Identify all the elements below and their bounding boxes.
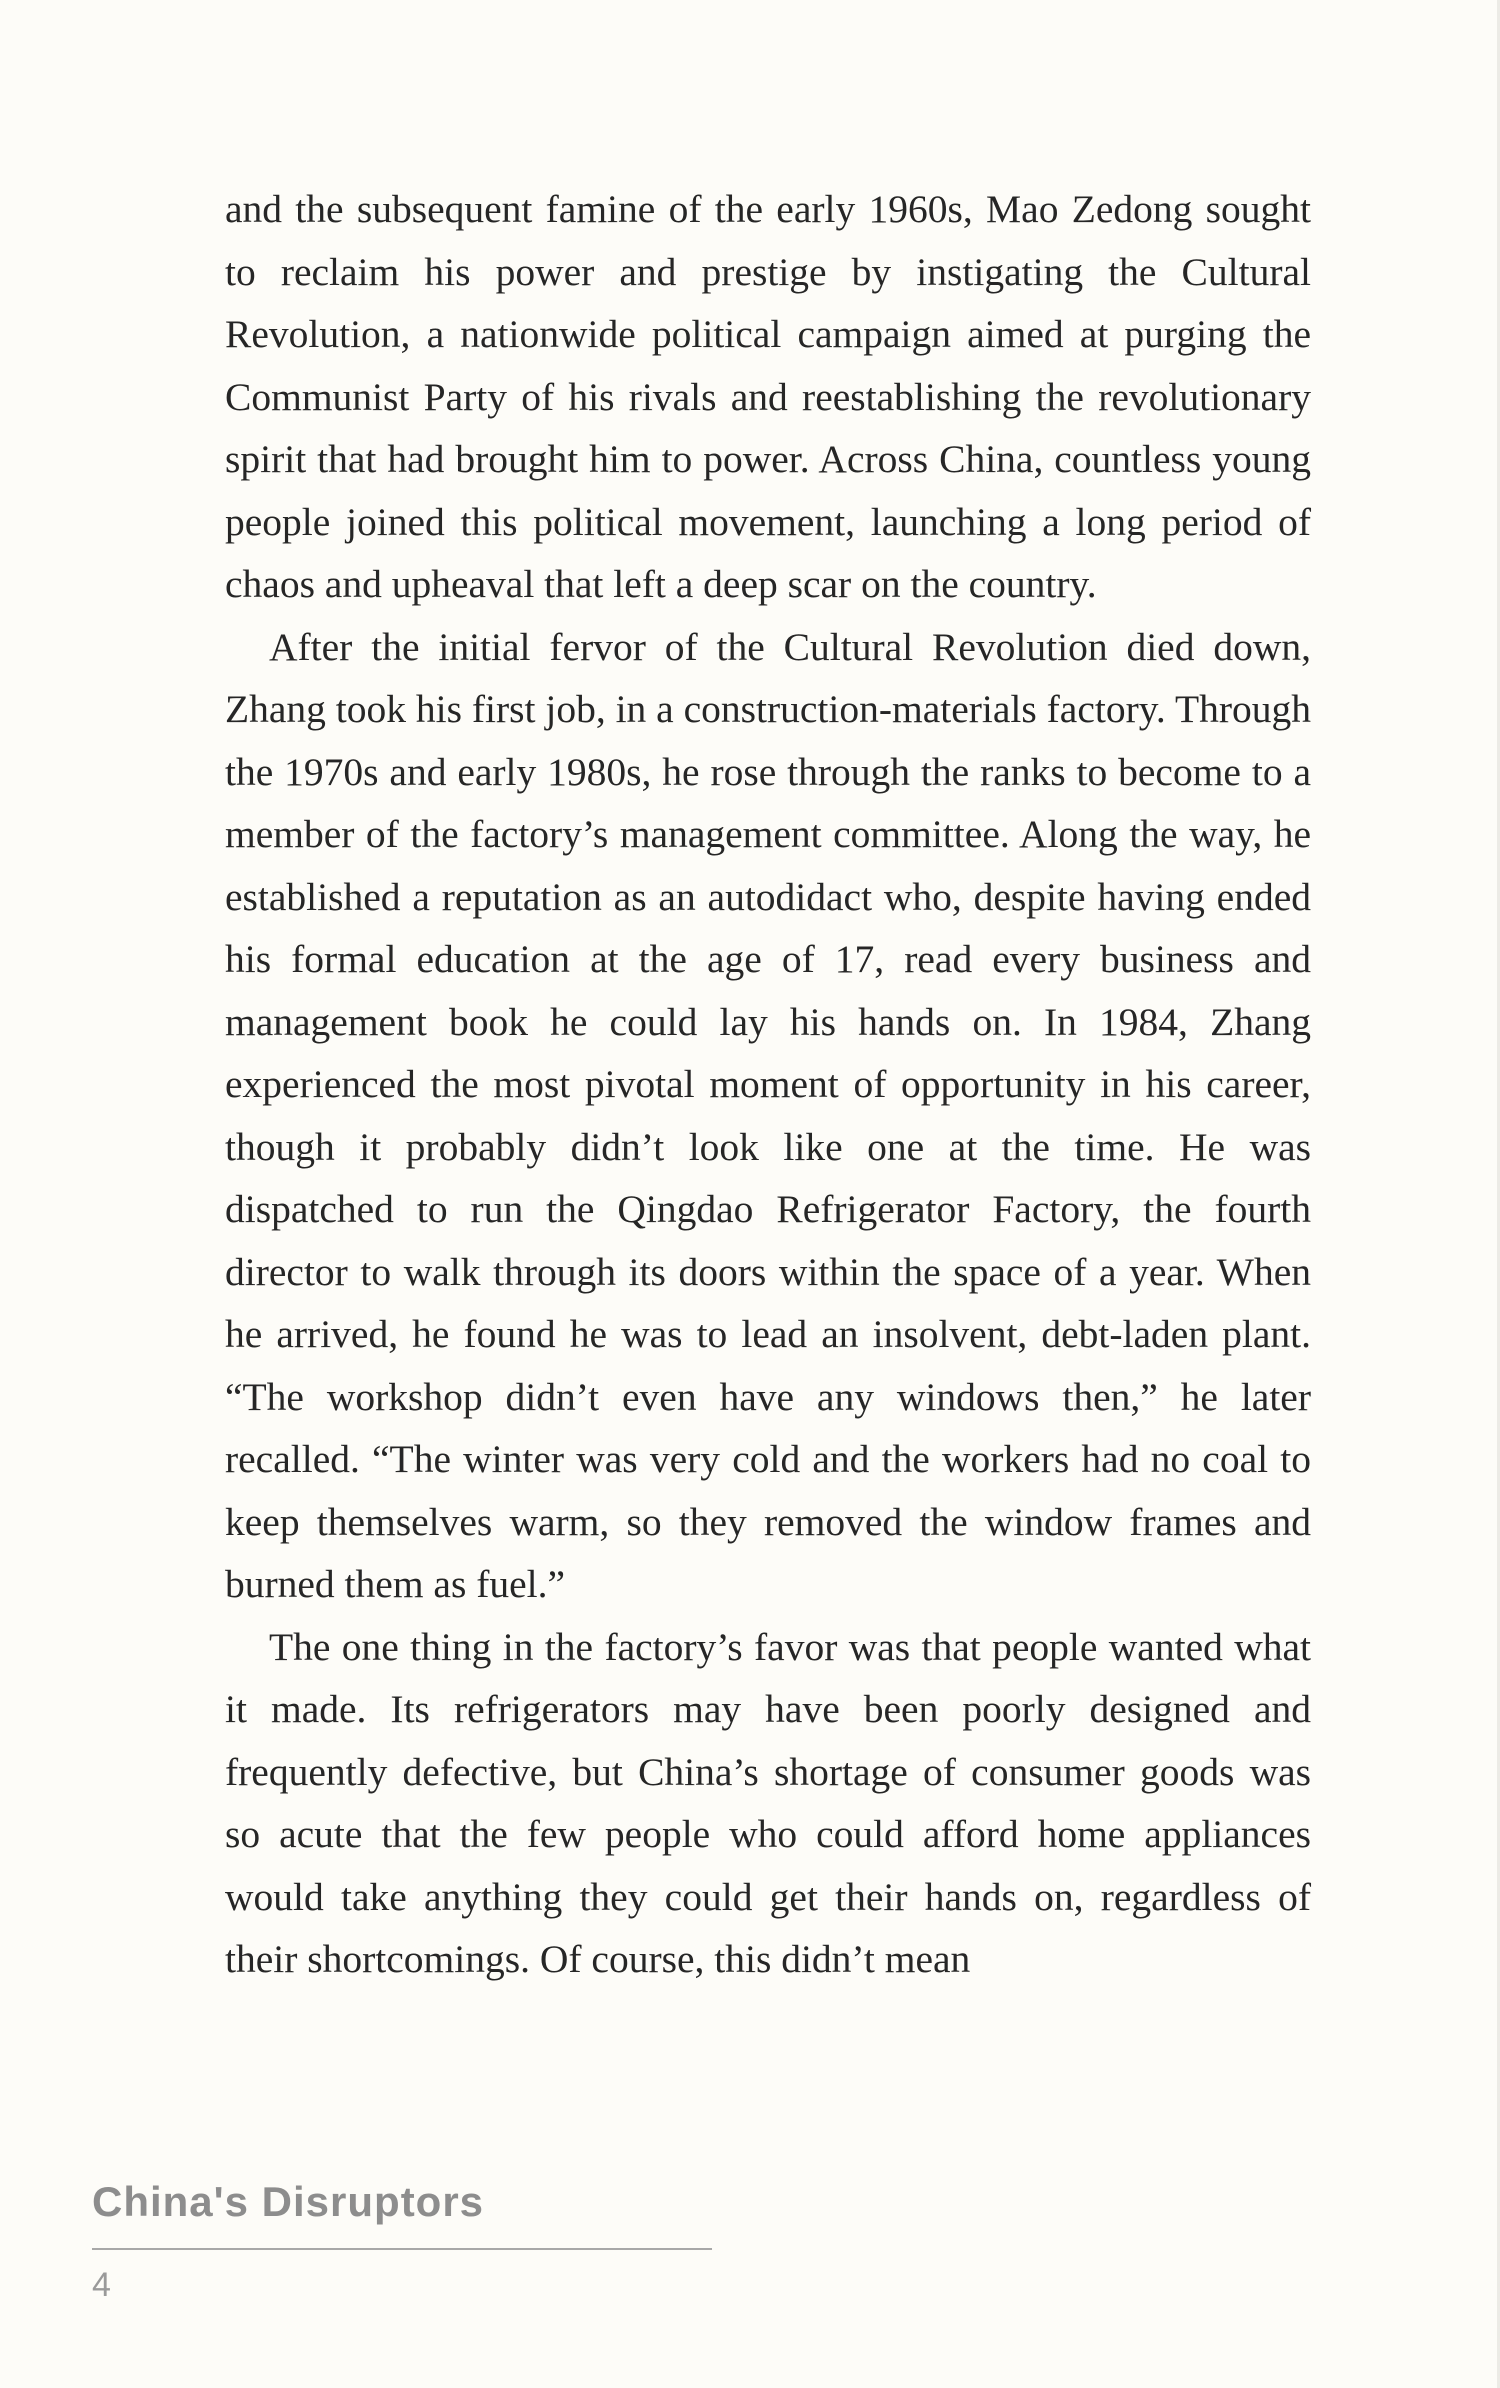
paragraph-1: and the subsequent famine of the early 1960s, Mao Zedong sought to reclaim his power and prestige by instigating the Cultural Revolution, a nationwide political campaign aimed at purging the Communist Party of his rivals and reestablishing the revolutionary spirit that had brought him to power. Across China, countless young people joined this political movement, launching a long period of chaos and upheaval that left a deep scar on the country. xyxy=(225,187,1311,606)
paragraph-2: After the initial fervor of the Cultural Revolution died down, Zhang took his first job, in a construction-materials factory. Through the 1970s and early 1980s, he rose through the ranks to become to a member of the factory’s management committee. Along the way, he established a reputation as an autodidact who, despite having ended his formal education at the age of 17, read every business and management book he could lay his hands on. In 1984, Zhang experienced the most pivotal moment of opportunity in his career, though it probably didn’t look like one at the time. He was dispatched to run the Qingdao Refrigerator Factory, the fourth director to walk through its doors within the space of a year. When he arrived, he found he was to lead an insolvent, debt-laden plant. “The workshop didn’t even have any windows then,” he later recalled. “The winter was very cold and the workers had no coal to keep themselves warm, so they removed the window frames and burned them as fuel.” xyxy=(225,624,1311,1606)
body-text xyxy=(225,178,1311,1991)
footer-divider xyxy=(92,2248,712,2250)
page-number: 4 xyxy=(92,2266,111,2304)
running-footer-title: China's Disruptors xyxy=(92,2178,485,2225)
paragraph-3: The one thing in the factory’s favor was that people wanted what it made. Its refrigerators may have been poorly designed and frequently defective, but China’s shortage of consumer goods was so acute that the few people who could afford home appliances would take anything they could get their hands on, regardless of their shortcomings. Of course, this didn’t mean xyxy=(225,1624,1311,1981)
